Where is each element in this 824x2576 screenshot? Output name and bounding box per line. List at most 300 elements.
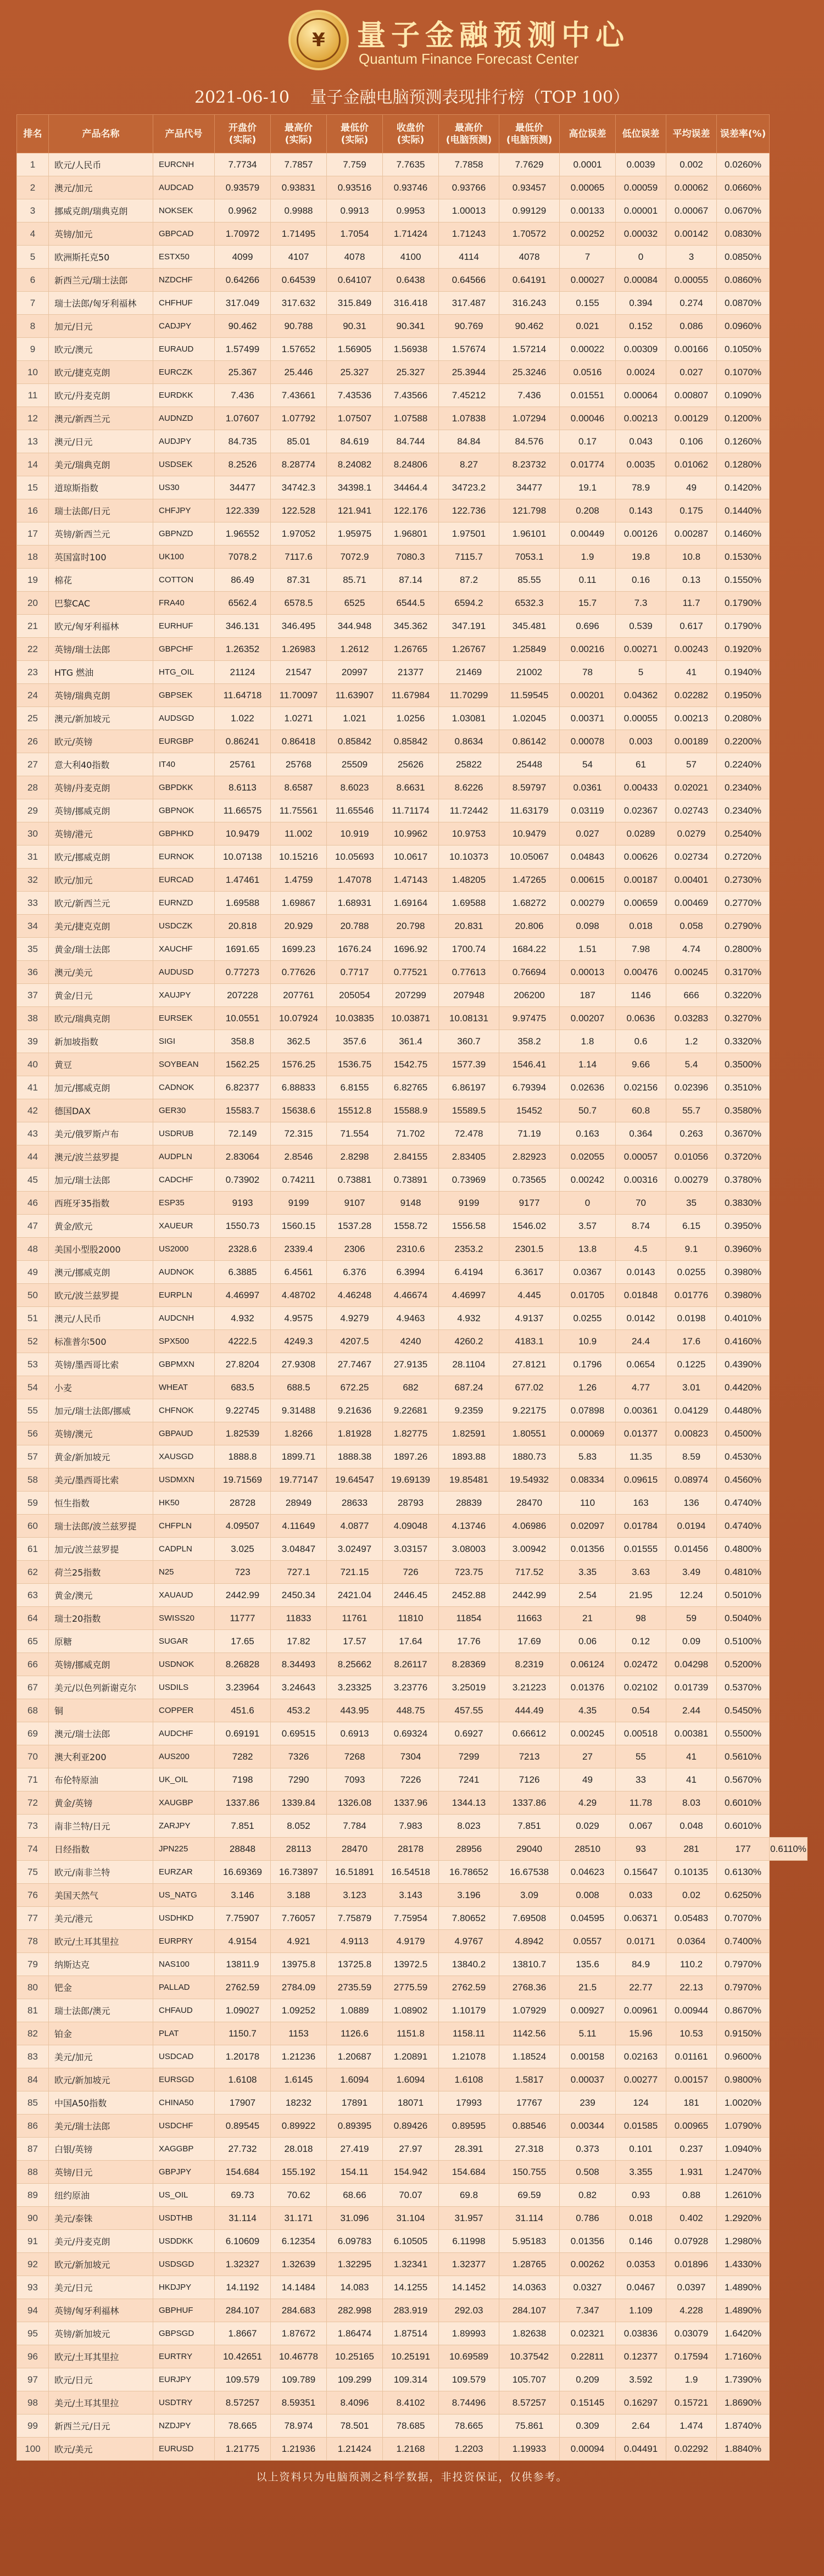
table-cell: 0.64566 xyxy=(439,269,499,292)
table-cell: 0.00022 xyxy=(560,338,616,361)
table-cell: 0.02636 xyxy=(560,1076,616,1099)
table-cell: 10.0551 xyxy=(215,1007,271,1030)
table-cell: 0.0024 xyxy=(616,361,666,384)
table-row xyxy=(17,1653,808,1676)
table-cell: 1550.73 xyxy=(215,1215,271,1238)
table-cell: 13840.2 xyxy=(439,1953,499,1976)
table-cell: 1.32341 xyxy=(383,2253,439,2276)
table-cell: 19.71569 xyxy=(215,1468,271,1492)
table-cell: 0.00084 xyxy=(616,269,666,292)
table-cell: 2442.99 xyxy=(499,1584,560,1607)
table-cell: 6.10505 xyxy=(383,2230,439,2253)
table-cell: 1326.08 xyxy=(327,1791,383,1815)
table-cell: 加元/波兰兹罗提 xyxy=(49,1538,153,1561)
table-cell: 0.786 xyxy=(560,2207,616,2230)
table-cell: 0.9913 xyxy=(327,199,383,222)
table-cell: 0.04623 xyxy=(560,1861,616,1884)
table-cell: 0.6250% xyxy=(717,1884,770,1907)
table-cell: 23 xyxy=(17,661,49,684)
table-cell: 英镑/瑞士法郎 xyxy=(49,638,153,661)
table-cell: 451.6 xyxy=(215,1699,271,1722)
table-cell: 4107 xyxy=(271,246,327,269)
table-cell: 78.974 xyxy=(271,2414,327,2438)
table-cell: 25 xyxy=(17,707,49,730)
table-cell: 0.64539 xyxy=(271,269,327,292)
table-cell: 1.69588 xyxy=(215,892,271,915)
table-cell: CADJPY xyxy=(153,315,215,338)
table-row xyxy=(17,1353,808,1376)
table-cell: 10.42651 xyxy=(215,2345,271,2368)
table-cell: 0.00344 xyxy=(560,2115,616,2138)
table-cell: 0.7970% xyxy=(717,1953,770,1976)
table-cell: 317.487 xyxy=(439,292,499,315)
table-row xyxy=(17,569,808,592)
table-cell: 28510 xyxy=(560,1838,616,1861)
table-cell: 0.00807 xyxy=(666,384,717,407)
table-cell: 1339.84 xyxy=(271,1791,327,1815)
table-cell: 0.02292 xyxy=(666,2438,717,2461)
table-cell: 1.0256 xyxy=(383,707,439,730)
table-cell: 19.1 xyxy=(560,476,616,499)
table-cell: 0.00262 xyxy=(560,2253,616,2276)
table-cell: 0.77273 xyxy=(215,961,271,984)
table-cell: 0.00133 xyxy=(560,199,616,222)
table-cell: 1.47265 xyxy=(499,869,560,892)
table-cell: 85.71 xyxy=(327,569,383,592)
table-row xyxy=(17,707,808,730)
table-cell: 14.1192 xyxy=(215,2276,271,2299)
table-cell: 121.941 xyxy=(327,499,383,522)
table-cell: 7.69508 xyxy=(499,1907,560,1930)
table-cell: 688.5 xyxy=(271,1376,327,1399)
table-cell: EURPLN xyxy=(153,1284,215,1307)
table-cell: 4207.5 xyxy=(327,1330,383,1353)
table-cell: CADPLN xyxy=(153,1538,215,1561)
table-row xyxy=(17,1238,808,1261)
table-cell: 1.57674 xyxy=(439,338,499,361)
table-cell: 0.01062 xyxy=(666,453,717,476)
table-cell: 17 xyxy=(17,522,49,546)
table-cell: 41 xyxy=(17,1076,49,1099)
table-cell: 0.263 xyxy=(666,1122,717,1145)
table-cell: 0.8634 xyxy=(439,730,499,753)
table-cell: 0.03079 xyxy=(666,2322,717,2345)
table-cell: 7.7635 xyxy=(383,153,439,176)
table-cell: 29 xyxy=(17,799,49,822)
table-cell: 0.01848 xyxy=(616,1284,666,1307)
table-cell: 0.54 xyxy=(616,1699,666,1722)
table-cell: 澳大利亚200 xyxy=(49,1745,153,1768)
table-cell: 70.62 xyxy=(271,2184,327,2207)
table-cell: 3.355 xyxy=(616,2161,666,2184)
table-cell: 27.419 xyxy=(327,2138,383,2161)
table-row xyxy=(17,753,808,776)
table-cell: 7.43566 xyxy=(383,384,439,407)
table-cell: 6.82765 xyxy=(383,1076,439,1099)
table-cell: 0.00245 xyxy=(666,961,717,984)
table-cell: 1537.28 xyxy=(327,1215,383,1238)
table-cell: 10.0617 xyxy=(383,845,439,869)
table-cell: 英镑/挪威克朗 xyxy=(49,799,153,822)
table-row xyxy=(17,1099,808,1122)
table-cell: 1344.13 xyxy=(439,1791,499,1815)
table-cell: 25448 xyxy=(499,753,560,776)
table-cell: 11777 xyxy=(215,1607,271,1630)
table-cell: 0.373 xyxy=(560,2138,616,2161)
table-row xyxy=(17,1399,808,1422)
table-cell: 17.65 xyxy=(215,1630,271,1653)
table-cell: 0.0143 xyxy=(616,1261,666,1284)
table-cell: 25822 xyxy=(439,753,499,776)
table-cell: 21 xyxy=(560,1607,616,1630)
table-cell: 0.6010% xyxy=(717,1815,770,1838)
table-cell: 0.01377 xyxy=(616,1422,666,1445)
table-cell: 1699.23 xyxy=(271,938,327,961)
table-cell: 207948 xyxy=(439,984,499,1007)
table-cell: 28839 xyxy=(439,1492,499,1515)
table-cell: 28848 xyxy=(215,1838,271,1861)
table-cell: 207228 xyxy=(215,984,271,1007)
table-row xyxy=(17,915,808,938)
table-cell: 0.2790% xyxy=(717,915,770,938)
table-cell: 0.00187 xyxy=(616,869,666,892)
table-cell: 6.8155 xyxy=(327,1076,383,1099)
table-cell: 0.00626 xyxy=(616,845,666,869)
table-cell: 2784.09 xyxy=(271,1976,327,1999)
table-cell: 4.8942 xyxy=(499,1930,560,1953)
table-cell: 71 xyxy=(17,1768,49,1791)
table-cell: 0.237 xyxy=(666,2138,717,2161)
table-cell: 0.4010% xyxy=(717,1307,770,1330)
table-cell: 1.20891 xyxy=(383,2045,439,2068)
table-cell: 0.00279 xyxy=(560,892,616,915)
table-cell: 27.9135 xyxy=(383,1353,439,1376)
table-cell: 150.755 xyxy=(499,2161,560,2184)
table-cell: 道琼斯指数 xyxy=(49,476,153,499)
table-cell: 欧元/捷克克朗 xyxy=(49,361,153,384)
table-cell: 3.08003 xyxy=(439,1538,499,1561)
table-row xyxy=(17,2022,808,2045)
table-cell: 1.19933 xyxy=(499,2438,560,2461)
table-cell: 27 xyxy=(17,753,49,776)
table-cell: 德国DAX xyxy=(49,1099,153,1122)
table-cell: 4.46674 xyxy=(383,1284,439,1307)
table-cell: 6544.5 xyxy=(383,592,439,615)
table-cell: 8.27 xyxy=(439,453,499,476)
table-cell: EURNZD xyxy=(153,892,215,915)
table-cell: EURUSD xyxy=(153,2438,215,2461)
table-cell: 1.82591 xyxy=(439,1422,499,1445)
table-cell: 29040 xyxy=(499,1838,560,1861)
table-cell: 4249.3 xyxy=(271,1330,327,1353)
table-cell: 棉花 xyxy=(49,569,153,592)
table-row xyxy=(17,1376,808,1399)
table-cell: 1 xyxy=(17,153,49,176)
table-cell: 7078.2 xyxy=(215,546,271,569)
table-cell: 28.018 xyxy=(271,2138,327,2161)
table-cell: 9177 xyxy=(499,1192,560,1215)
table-cell: 17907 xyxy=(215,2091,271,2115)
table-cell: 7.80652 xyxy=(439,1907,499,1930)
table-cell: 4.46997 xyxy=(439,1284,499,1307)
table-cell: 28.1104 xyxy=(439,1353,499,1376)
table-cell: CADCHF xyxy=(153,1169,215,1192)
table-cell: 11.59545 xyxy=(499,684,560,707)
table-cell: 瑞士20指数 xyxy=(49,1607,153,1630)
table-cell: 英镑/瑞典克朗 xyxy=(49,684,153,707)
table-cell: 1.6094 xyxy=(383,2068,439,2091)
table-cell: 154.942 xyxy=(383,2161,439,2184)
table-cell: 1880.73 xyxy=(499,1445,560,1468)
report-date: 2021-06-10 xyxy=(194,88,289,107)
table-cell: 1.7390% xyxy=(717,2368,770,2391)
table-cell: NZDJPY xyxy=(153,2414,215,2438)
table-row xyxy=(17,292,808,315)
table-cell: EURZAR xyxy=(153,1861,215,1884)
table-cell: 0.8670% xyxy=(717,1999,770,2022)
table-cell: 0.5610% xyxy=(717,1745,770,1768)
table-cell: 1.96552 xyxy=(215,522,271,546)
table-cell: 11.63907 xyxy=(327,684,383,707)
table-cell: 0.88546 xyxy=(499,2115,560,2138)
table-cell: 89 xyxy=(17,2184,49,2207)
table-cell: 1.0940% xyxy=(717,2138,770,2161)
table-cell: 0.1260% xyxy=(717,430,770,453)
table-cell: 1.82539 xyxy=(215,1422,271,1445)
table-cell: 17.57 xyxy=(327,1630,383,1653)
table-cell: 67 xyxy=(17,1676,49,1699)
table-cell: 43 xyxy=(17,1122,49,1145)
table-row xyxy=(17,1492,808,1515)
table-cell: 7 xyxy=(560,246,616,269)
table-cell: 0.027 xyxy=(560,822,616,845)
table-cell: 日经指数 xyxy=(49,1838,153,1861)
table-cell: 2446.45 xyxy=(383,1584,439,1607)
table-cell: 3.143 xyxy=(383,1884,439,1907)
table-row xyxy=(17,938,808,961)
table-cell: 1556.58 xyxy=(439,1215,499,1238)
table-cell: 1.57499 xyxy=(215,338,271,361)
table-cell: 0.00243 xyxy=(666,638,717,661)
table-cell: 448.75 xyxy=(383,1699,439,1722)
table-cell: 8.2526 xyxy=(215,453,271,476)
table-cell: 0.0850% xyxy=(717,246,770,269)
table-cell: 美元/土耳其里拉 xyxy=(49,2391,153,2414)
table-cell: 6.4194 xyxy=(439,1261,499,1284)
table-cell: 0.7070% xyxy=(717,1907,770,1930)
table-cell: 8.052 xyxy=(271,1815,327,1838)
table-cell: 0.01776 xyxy=(666,1284,717,1307)
table-cell: 欧洲斯托克50 xyxy=(49,246,153,269)
table-cell: 87 xyxy=(17,2138,49,2161)
table-row xyxy=(17,1169,808,1192)
table-cell: 0.0255 xyxy=(666,1261,717,1284)
brand-name-en: Quantum Finance Forecast Center xyxy=(359,51,579,67)
table-cell: 1.07792 xyxy=(271,407,327,430)
brand-name-cn: 量子金融预测中心 xyxy=(357,19,630,52)
table-cell: 0.03836 xyxy=(616,2322,666,2345)
table-cell: 1684.22 xyxy=(499,938,560,961)
table-row xyxy=(17,1122,808,1145)
table-row xyxy=(17,338,808,361)
table-cell: 27.9308 xyxy=(271,1353,327,1376)
table-cell: 63 xyxy=(17,1584,49,1607)
table-cell: 0.394 xyxy=(616,292,666,315)
table-cell: 0.0327 xyxy=(560,2276,616,2299)
table-cell: 0.9150% xyxy=(717,2022,770,2045)
table-cell: 0.04595 xyxy=(560,1907,616,1930)
table-cell: 136 xyxy=(666,1492,717,1515)
table-row xyxy=(17,1815,808,1838)
table-cell: 17993 xyxy=(439,2091,499,2115)
table-cell: 欧元/新加坡元 xyxy=(49,2068,153,2091)
table-cell: 1.07838 xyxy=(439,407,499,430)
table-cell: 69.8 xyxy=(439,2184,499,2207)
table-cell: 6.3994 xyxy=(383,1261,439,1284)
table-cell: 65 xyxy=(17,1630,49,1653)
table-cell: 2735.59 xyxy=(327,1976,383,1999)
table-cell: 澳元/新西兰元 xyxy=(49,407,153,430)
table-cell: 8.023 xyxy=(439,1815,499,1838)
table-cell: 6.3885 xyxy=(215,1261,271,1284)
table-cell: 58 xyxy=(17,1468,49,1492)
table-cell: 33 xyxy=(17,892,49,915)
table-row xyxy=(17,799,808,822)
table-cell: 22 xyxy=(17,638,49,661)
table-cell: 美元/丹麦克朗 xyxy=(49,2230,153,2253)
table-row xyxy=(17,407,808,430)
table-row xyxy=(17,1053,808,1076)
table-cell: 1.2920% xyxy=(717,2207,770,2230)
table-cell: 0.01585 xyxy=(616,2115,666,2138)
table-cell: 666 xyxy=(666,984,717,1007)
table-cell: 3.23325 xyxy=(327,1676,383,1699)
table-cell: 0.9600% xyxy=(717,2045,770,2068)
table-cell: 黄金/欧元 xyxy=(49,1215,153,1238)
table-cell: 109.299 xyxy=(327,2368,383,2391)
table-cell: AUS200 xyxy=(153,1745,215,1768)
table-cell: 35 xyxy=(17,938,49,961)
table-cell: 0.93516 xyxy=(327,176,383,199)
table-cell: 0.3830% xyxy=(717,1192,770,1215)
table-cell: 3.49 xyxy=(666,1561,717,1584)
table-cell: 澳元/人民币 xyxy=(49,1307,153,1330)
table-cell: 1.56905 xyxy=(327,338,383,361)
table-cell: 14.1484 xyxy=(271,2276,327,2299)
table-cell: 0.66612 xyxy=(499,1722,560,1745)
table-cell: 12 xyxy=(17,407,49,430)
table-cell: 1.21236 xyxy=(271,2045,327,2068)
table-cell: 1.09252 xyxy=(271,1999,327,2022)
table-cell: 84.84 xyxy=(439,430,499,453)
table-cell: 1.21424 xyxy=(327,2438,383,2461)
table-cell: 155.192 xyxy=(271,2161,327,2184)
table-cell: 1151.8 xyxy=(383,2022,439,2045)
table-cell: 1.6420% xyxy=(717,2322,770,2345)
table-cell: 207299 xyxy=(383,984,439,1007)
table-cell: 73 xyxy=(17,1815,49,1838)
table-cell: 17.64 xyxy=(383,1630,439,1653)
table-cell: 1.4890% xyxy=(717,2276,770,2299)
table-cell: 0.106 xyxy=(666,430,717,453)
table-cell: 1.4890% xyxy=(717,2299,770,2322)
table-cell: 2306 xyxy=(327,1238,383,1261)
table-cell: 44 xyxy=(17,1145,49,1169)
table-cell: 4.228 xyxy=(666,2299,717,2322)
table-cell: 1.70972 xyxy=(215,222,271,246)
table-cell: 英镑/匈牙利福林 xyxy=(49,2299,153,2322)
table-cell: 1.0790% xyxy=(717,2115,770,2138)
table-cell: 1.82775 xyxy=(383,1422,439,1445)
table-cell: 0.364 xyxy=(616,1122,666,1145)
table-cell: 0.4420% xyxy=(717,1376,770,1399)
table-cell: 1.47461 xyxy=(215,869,271,892)
table-cell: 11.66575 xyxy=(215,799,271,822)
table-cell: 2.84155 xyxy=(383,1145,439,1169)
table-cell: EURCZK xyxy=(153,361,215,384)
table-cell: 0.1796 xyxy=(560,1353,616,1376)
table-cell: 美元/日元 xyxy=(49,2276,153,2299)
table-cell: XAUJPY xyxy=(153,984,215,1007)
table-cell: CHFAUD xyxy=(153,1999,215,2022)
table-cell: CHFNOK xyxy=(153,1399,215,1422)
table-cell: EURGBP xyxy=(153,730,215,753)
table-cell: EURSGD xyxy=(153,2068,215,2091)
table-cell: 0.73969 xyxy=(439,1169,499,1192)
table-cell: 21377 xyxy=(383,661,439,684)
table-cell: 0.0660% xyxy=(717,176,770,199)
table-cell: 3.146 xyxy=(215,1884,271,1907)
table-cell: 4183.1 xyxy=(499,1330,560,1353)
table-cell: 1.5817 xyxy=(499,2068,560,2091)
table-cell: AUDCAD xyxy=(153,176,215,199)
table-row xyxy=(17,1215,808,1238)
table-cell: 3.196 xyxy=(439,1884,499,1907)
table-cell: 69 xyxy=(17,1722,49,1745)
table-cell: 17891 xyxy=(327,2091,383,2115)
table-cell: 0.15721 xyxy=(666,2391,717,2414)
table-row xyxy=(17,2115,808,2138)
table-cell: 672.25 xyxy=(327,1376,383,1399)
table-row xyxy=(17,1468,808,1492)
table-cell: 3.63 xyxy=(616,1561,666,1584)
table-cell: 0.85842 xyxy=(383,730,439,753)
table-cell: 英镑/挪威克朗 xyxy=(49,1653,153,1676)
table-cell: 33 xyxy=(616,1768,666,1791)
table-cell: 0.73902 xyxy=(215,1169,271,1192)
table-cell: 71.19 xyxy=(499,1122,560,1145)
table-cell: 7053.1 xyxy=(499,546,560,569)
table-cell: 7.7734 xyxy=(215,153,271,176)
table-row xyxy=(17,2391,808,2414)
table-cell: 黄金/瑞士法郎 xyxy=(49,938,153,961)
table-row xyxy=(17,269,808,292)
table-cell: 1.8 xyxy=(560,1030,616,1053)
table-cell: 47 xyxy=(17,1215,49,1238)
table-cell: 82 xyxy=(17,2022,49,2045)
table-row xyxy=(17,1607,808,1630)
table-cell: 0.15145 xyxy=(560,2391,616,2414)
table-cell: 94 xyxy=(17,2299,49,2322)
table-cell: 11810 xyxy=(383,1607,439,1630)
table-cell: 0.6913 xyxy=(327,1722,383,1745)
table-cell: 10.9479 xyxy=(215,822,271,845)
table-cell: 2762.59 xyxy=(215,1976,271,1999)
table-cell: 10.9962 xyxy=(383,822,439,845)
table-cell: 46 xyxy=(17,1192,49,1215)
table-cell: 0.152 xyxy=(616,315,666,338)
table-cell: 72 xyxy=(17,1791,49,1815)
